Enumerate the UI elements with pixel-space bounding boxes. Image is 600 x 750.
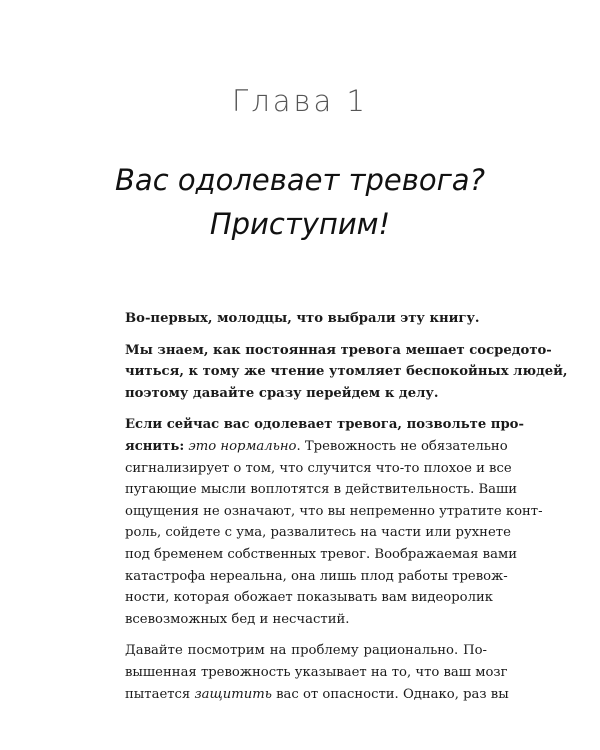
text-line: читься, к тому же чтение утомляет беспокойных людей,: [125, 364, 568, 380]
text-line: Во-первых, молодцы, что выбрали эту книгу.: [125, 311, 480, 326]
chapter-label: Глава 1: [232, 84, 368, 118]
text-line: всевозможных бед и несчастий.: [125, 611, 350, 627]
bold-text: яснить:: [125, 438, 185, 454]
text-line: [125, 684, 509, 706]
text-line: Если сейчас вас одолевает тревога, позвольте про-: [125, 417, 524, 433]
text-line: Мы знаем, как постоянная тревога мешает сосредото-: [125, 342, 552, 358]
text-line: ности, которая обожает показывать вам видеоролик: [125, 590, 494, 606]
paragraph-1: [125, 308, 487, 330]
text-line: поэтому давайте сразу перейдем к делу.: [125, 385, 439, 401]
text-run: . Тревожность не обязательно: [296, 438, 508, 454]
chapter-title-line-1: Вас одолевает тревога?: [115, 163, 485, 197]
text-line: роль, сойдете с ума, развалитесь на части или рухнете: [125, 525, 511, 541]
text-run: пытается: [125, 686, 191, 702]
text-line: под бременем собственных тревог. Воображаемая вами: [125, 546, 517, 562]
text-line: ощущения не означают, что вы непременно утратите конт-: [125, 503, 543, 519]
text-line: катастрофа нереальна, она лишь плод работы тревож-: [125, 568, 508, 584]
text-line: Давайте посмотрим на проблему рационально. По-: [125, 643, 487, 659]
chapter-title-line-2: Приступим!: [209, 207, 391, 241]
chapter-title: [0, 158, 600, 246]
italic-text: это нормально: [188, 438, 297, 454]
text-line: сигнализирует о том, что случится что-то плохое и все: [125, 460, 512, 476]
paragraph-3: [125, 414, 543, 630]
text-run: вас от опасности. Однако, раз вы: [276, 686, 509, 702]
italic-text: защитить: [194, 686, 272, 702]
paragraph-2: [125, 340, 568, 405]
text-line: пугающие мысли воплотятся в действительность. Ваши: [125, 482, 518, 498]
body-text: [125, 308, 568, 715]
text-line: [125, 436, 508, 458]
paragraph-4: [125, 640, 509, 705]
text-line: вышенная тревожность указывает на то, что ваш мозг: [125, 664, 508, 680]
